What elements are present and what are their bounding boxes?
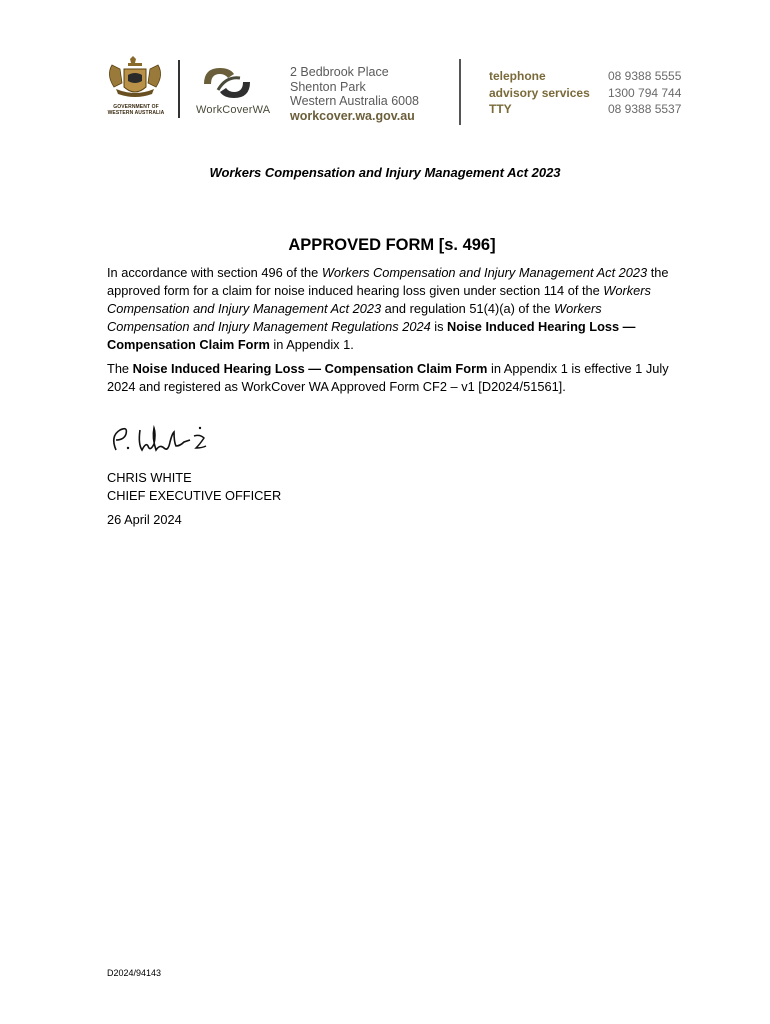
paragraph-effective — [107, 360, 687, 396]
contact-label: telephone — [489, 69, 546, 83]
address-line: Shenton Park — [290, 79, 366, 94]
text-run-italic: Workers Compensation and Injury Management Regulations 2024 — [107, 301, 602, 334]
workcover-wordmark: WorkCoverWA — [196, 104, 271, 116]
address-block — [290, 65, 419, 123]
text-run: in Appendix 1. — [269, 337, 354, 352]
contact-labels — [489, 68, 590, 118]
handwritten-signature — [106, 420, 226, 460]
address-line: Western Australia 6008 — [290, 94, 420, 108]
text-run: the approved form for a claim for noise induced hearing loss given under section 114 of the — [107, 265, 669, 298]
text-run-bold: Noise Induced Hearing Loss — Compensation Claim Form — [132, 361, 488, 376]
website-link[interactable]: workcover.wa.gov.au — [290, 108, 415, 123]
crest-caption-line: GOVERNMENT OF — [113, 104, 159, 110]
text-run: The — [107, 361, 133, 376]
divider — [459, 59, 461, 125]
crest-caption — [96, 104, 176, 116]
document-body — [107, 264, 687, 402]
contact-value: 08 9388 5537 — [608, 102, 682, 116]
text-run: is — [430, 319, 448, 334]
contact-value: 1300 794 744 — [608, 85, 682, 100]
crest-caption-line: WESTERN AUSTRALIA — [107, 110, 165, 116]
text-run: In accordance with section 496 of the — [107, 265, 322, 280]
address-line: 2 Bedbrook Place — [290, 65, 389, 79]
contact-label: TTY — [489, 102, 512, 116]
contact-values — [608, 68, 681, 118]
paragraph-authority — [107, 264, 687, 354]
contact-label: advisory services — [489, 85, 590, 100]
form-title: APPROVED FORM [s. 496] — [288, 236, 496, 254]
letterhead — [0, 0, 770, 140]
signature-date: 26 April 2024 — [107, 512, 182, 527]
text-run-italic: Workers Compensation and Injury Management Act 2023 — [107, 283, 651, 316]
text-run-italic: Workers Compensation and Injury Management Act 2023 — [321, 265, 648, 280]
signer-title: CHIEF EXECUTIVE OFFICER — [107, 488, 282, 503]
text-run: in Appendix 1 is effective 1 July 2024 and registered as WorkCover WA Approved Form CF2 – v1 [D2024/51561]. — [107, 361, 669, 394]
contact-value: 08 9388 5555 — [608, 69, 682, 83]
workcover-logo-icon — [194, 62, 260, 104]
act-title: Workers Compensation and Injury Management Act 2023 — [209, 165, 561, 180]
divider — [178, 60, 180, 118]
signer-block — [107, 469, 281, 505]
text-run-bold: Noise Induced Hearing Loss — Compensation Claim Form — [107, 319, 636, 352]
text-run: and regulation 51(4)(a) of the — [381, 301, 554, 316]
signer-name: CHRIS WHITE — [107, 470, 192, 485]
document-reference: D2024/94143 — [107, 968, 162, 978]
